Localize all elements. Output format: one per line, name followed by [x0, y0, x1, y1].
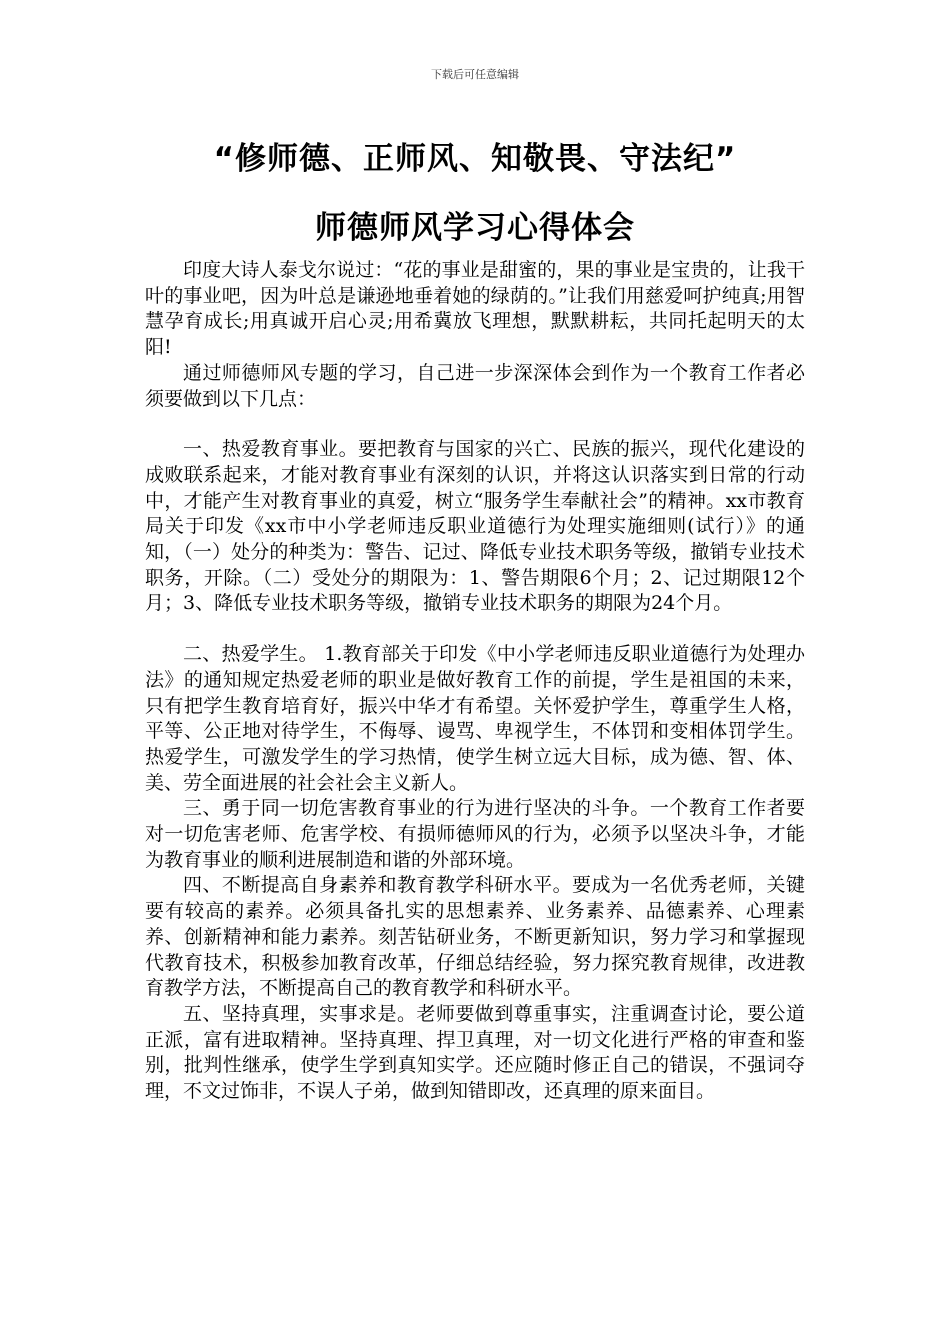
paragraph-overview: 通过师德师风专题的学习，自己进一步深深体会到作为一个教育工作者必须要做到以下几点： [145, 361, 805, 410]
paragraph-point-1: 一、热爱教育事业。要把教育与国家的兴亡、民族的振兴，现代化建设的成败联系起来，才能对教育事业有深刻的认识，并将这认识落实到日常的行动中，才能产生对教育事业的真爱，树立“服务学生奉献社会”的精神。xx市教育局关于印发《xx市中小学老师违反职业道德行为处理实施细则(试行）》的通知，（一）处分的种类为：警告、记过、降低专业技术职务等级，撤销专业技术职务，开除。（二）受处分的期限为：1、警告期限6个月；2、记过期限12个月；3、降低专业技术职务等级，撤销专业技术职务的期限为24个月。 [145, 438, 805, 615]
paragraph-point-5: 五、坚持真理，实事求是。老师要做到尊重事实，注重调查讨论，要公道正派，富有进取精神。坚持真理、捍卫真理，对一切文化进行严格的审查和鉴别，批判性继承，使学生学到真知实学。还应随时修正自己的错误，不强词夺理，不文过饰非，不误人子弟，做到知错即改，还真理的原来面目。 [145, 1002, 805, 1103]
document-subtitle: 师德师风学习心得体会 [315, 210, 635, 246]
header-note: 下载后可任意编辑 [431, 68, 519, 81]
paragraph-intro: 印度大诗人泰戈尔说过：“花的事业是甜蜜的，果的事业是宝贵的，让我干叶的事业吧，因为叶总是谦逊地垂着她的绿荫的。”让我们用慈爱呵护纯真;用智慧孕育成长;用真诚开启心灵;用希冀放飞理想，默默耕耘，共同托起明天的太阳! [145, 259, 805, 359]
paragraph-point-4: 四、不断提高自身素养和教育教学科研水平。要成为一名优秀老师，关键要有较高的素养。必须具备扎实的思想素养、业务素养、品德素养、心理素养、创新精神和能力素养。刻苦钻研业务，不断更新知识，努力学习和掌握现代教育技术，积极参加教育改革，仔细总结经验，努力探究教育规律，改进教育教学方法，不断提高自己的教育教学和科研水平。 [145, 874, 805, 1000]
paragraph-point-3: 三、勇于同一切危害教育事业的行为进行坚决的斗争。一个教育工作者要对一切危害老师、危害学校、有损师德师风的行为，必须予以坚决斗争，才能为教育事业的顺利进展制造和谐的外部环境。 [145, 797, 805, 871]
document-title: “修师德、正师风、知敬畏、守法纪” [213, 141, 737, 177]
document-body [145, 258, 805, 1105]
paragraph-point-2: 二、热爱学生。 1.教育部关于印发《中小学老师违反职业道德行为处理办法》的通知规定热爱老师的职业是做好教育工作的前提，学生是祖国的未来，只有把学生教育培育好，振兴中华才有希望。关怀爱护学生，尊重学生人格，平等、公正地对待学生，不侮辱、谩骂、卑视学生，不体罚和变相体罚学生。热爱学生，可激发学生的学习热情，使学生树立远大目标，成为德、智、体、美、劳全面进展的社会社会主义新人。 [145, 643, 805, 794]
